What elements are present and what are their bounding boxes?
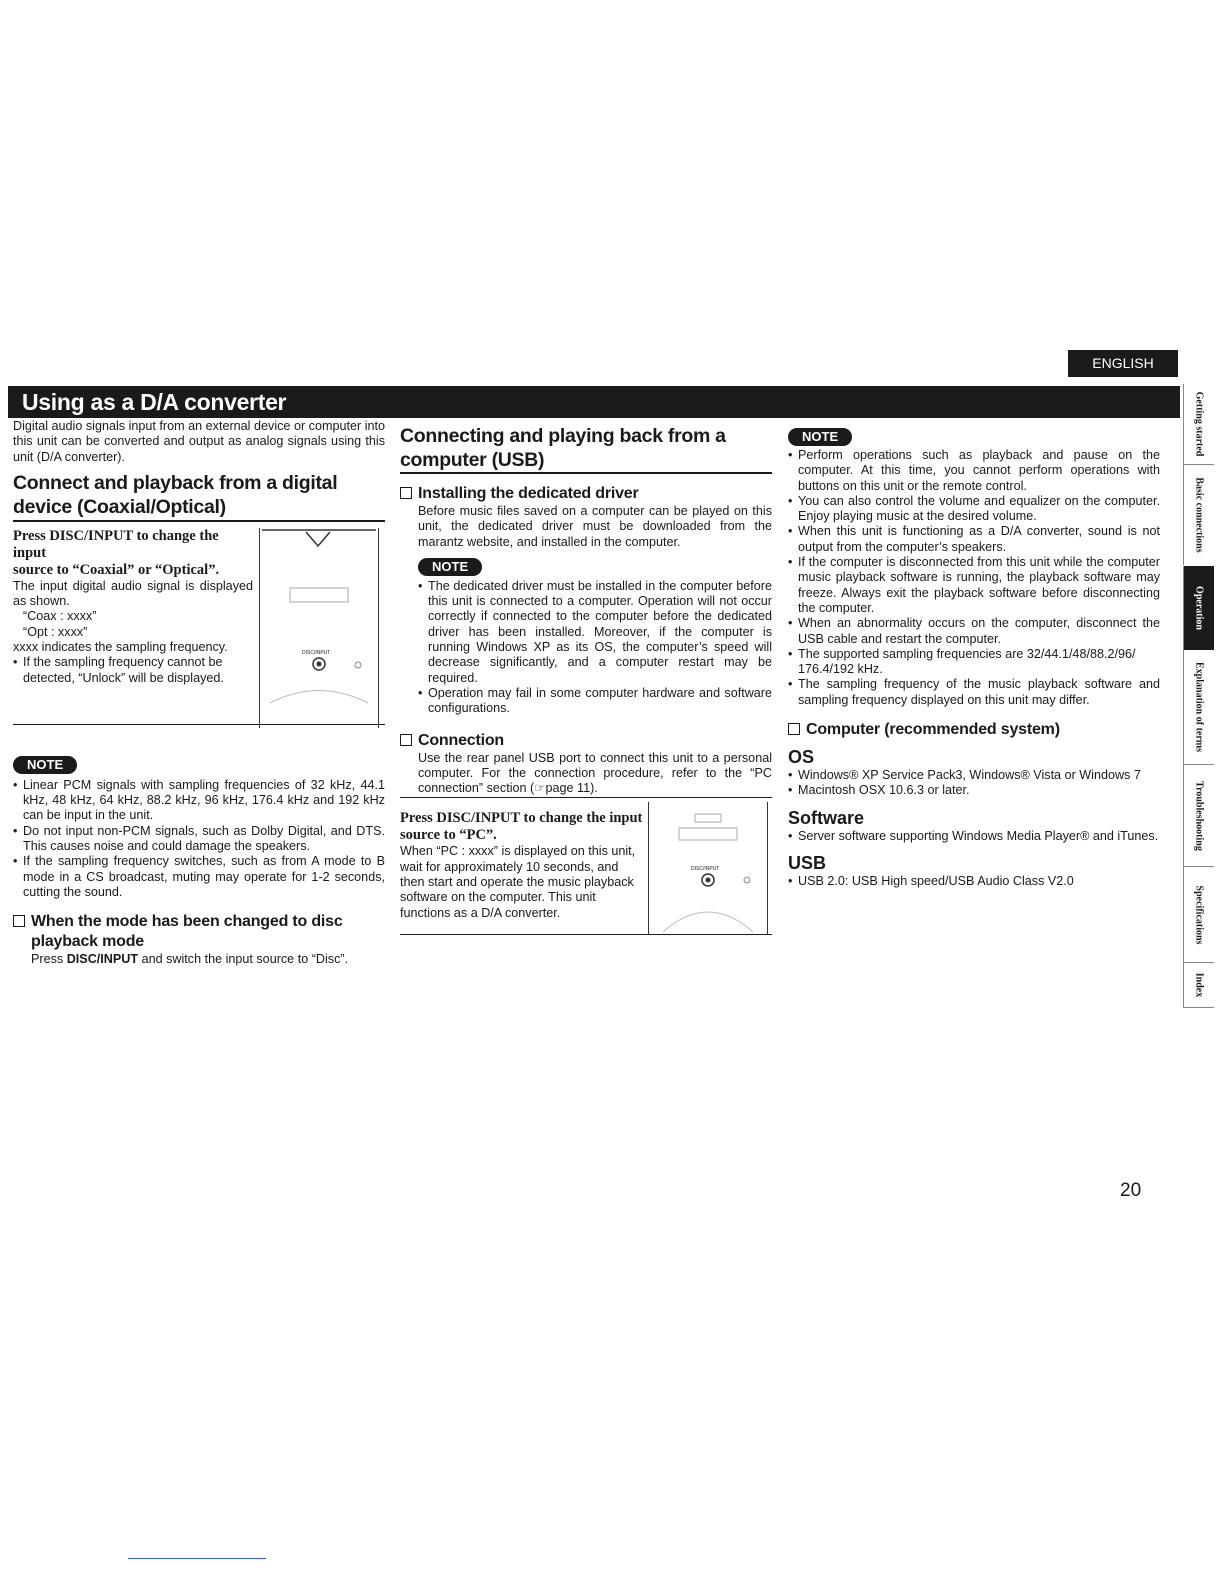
- disc-mode-heading-line2: playback mode: [31, 933, 145, 951]
- coax-display: “Coax : xxxx”: [23, 609, 97, 624]
- note-item: • When an abnormality occurs on the computer, disconnect the USB cable and restart the computer.: [788, 616, 1160, 647]
- step-instruction-line1: Press DISC/INPUT to change the input: [13, 527, 219, 561]
- column-2: [400, 424, 772, 950]
- software-item: • Server software supporting Windows Media Player® and iTunes.: [788, 829, 1160, 844]
- side-tab-troubleshooting[interactable]: Troubleshooting: [1183, 764, 1214, 867]
- os-heading: OS: [788, 747, 815, 768]
- note-badge: NOTE: [418, 558, 482, 576]
- unlock-bullet: • If the sampling frequency cannot be detected, “Unlock” will be displayed.: [13, 655, 253, 686]
- software-heading: Software: [788, 807, 865, 828]
- note-badge: NOTE: [13, 756, 77, 774]
- remote-drawing: [260, 528, 378, 728]
- divider: [13, 724, 385, 725]
- note-item: • If the sampling frequency switches, such as from A mode to B mode in a CS broadcast, muting may operate for 1-2 seconds, cutting the sound.: [13, 854, 385, 900]
- checkbox-bullet-icon: [13, 915, 25, 927]
- pc-step-area: [400, 810, 772, 950]
- side-tab-explanation-of-terms[interactable]: Explanation of terms: [1183, 650, 1214, 764]
- side-tab-specifications[interactable]: Specifications: [1183, 866, 1214, 963]
- page-number: 20: [1120, 1180, 1142, 1201]
- remote-illustration: [648, 802, 768, 934]
- disc-mode-body: Press DISC/INPUT and switch the input source to “Disc”.: [31, 952, 349, 967]
- page-title-bar: [8, 386, 1180, 418]
- side-tab-getting-started[interactable]: Getting started: [1183, 384, 1214, 464]
- computer-heading: Computer (recommended system): [788, 720, 1160, 740]
- driver-body: Before music files saved on a computer can be played on this unit, the dedicated driver must be downloaded from the marantz website, and installed in the computer.: [418, 504, 772, 549]
- intro-text: Digital audio signals input from an external device or computer into this unit can be converted and output as analog signals using this unit (D/A converter).: [13, 419, 385, 464]
- note-item: • The dedicated driver must be installed in the computer before this unit is connected to a computer. Operation will not occur correctly if connected to the computer before the dedicated driver has been installed. Moreover, if the computer is running Windows XP as its OS, the computer’s speed will decrease significantly, and a computer restart may be required.: [418, 579, 772, 686]
- digital-step-area: [13, 528, 385, 750]
- divider: [400, 934, 772, 935]
- language-tab: ENGLISH: [1068, 350, 1178, 377]
- os-item: • Macintosh OSX 10.6.3 or later.: [788, 783, 1160, 798]
- side-tab-operation[interactable]: Operation: [1183, 566, 1214, 650]
- side-tab-index[interactable]: Index: [1183, 962, 1214, 1008]
- column-3: [788, 428, 1160, 889]
- note-item: • The sampling frequency of the music playback software and sampling frequency displayed on this unit may differ.: [788, 677, 1160, 708]
- note-item: • Operation may fail in some computer hardware and software configurations.: [418, 686, 772, 717]
- os-item: • Windows® XP Service Pack3, Windows® Vista or Windows 7: [788, 768, 1160, 783]
- sampling-note: xxxx indicates the sampling frequency.: [13, 640, 228, 655]
- page-title: Using as a D/A converter: [22, 389, 287, 415]
- step-body: The input digital audio signal is displayed as shown.: [13, 578, 253, 609]
- connection-body: Use the rear panel USB port to connect this unit to a personal computer. For the connection procedure, refer to the “PC connection” section (☞page 11).: [418, 750, 772, 796]
- remote-disc-input-label: DISC/INPUT: [302, 649, 331, 656]
- side-tab-basic-connections[interactable]: Basic connections: [1183, 464, 1214, 565]
- column-1: [13, 419, 385, 968]
- section-heading-usb-line1: Connecting and playing back from a: [400, 425, 726, 447]
- usb-item: • USB 2.0: USB High speed/USB Audio Class V2.0: [788, 874, 1160, 889]
- note-item: • Perform operations such as playback and pause on the computer. At this time, you cannot perform operations with buttons on this unit or the remote control.: [788, 448, 1160, 494]
- pc-step-body: When “PC : xxxx” is displayed on this unit, wait for approximately 10 seconds, and then start and operate the music playback software on the computer. This unit functions as a D/A converter.: [400, 844, 636, 920]
- remote-illustration: [259, 528, 379, 728]
- divider: [400, 797, 772, 798]
- note-item: • The supported sampling frequencies are 32/44.1/48/88.2/96/ 176.4/192 kHz.: [788, 647, 1160, 678]
- disc-mode-heading: When the mode has been changed to disc: [13, 912, 385, 932]
- step-instruction-line2: source to “Coaxial” or “Optical”.: [13, 561, 220, 578]
- driver-heading: Installing the dedicated driver: [400, 484, 772, 504]
- pc-step-line2: source to “PC”.: [400, 827, 497, 844]
- note-item: • Linear PCM signals with sampling frequencies of 32 kHz, 44.1 kHz, 48 kHz, 64 kHz, 88.2 kHz, 96 kHz, 176.4 kHz and 192 kHz can be input in the unit.: [13, 778, 385, 824]
- pc-step-line1: Press DISC/INPUT to change the input: [400, 810, 643, 827]
- note-item: • You can also control the volume and equalizer on the computer. Enjoy playing music at the desired volume.: [788, 494, 1160, 525]
- checkbox-bullet-icon: [788, 723, 800, 735]
- usb-heading: USB: [788, 852, 827, 873]
- note-item: • When this unit is functioning as a D/A converter, sound is not output from the computer’s speakers.: [788, 524, 1160, 555]
- checkbox-bullet-icon: [400, 487, 412, 499]
- note-item: • If the computer is disconnected from this unit while the computer music playback software is running, the playback software may freeze. Always exit the playback software before disconnecting the computer.: [788, 555, 1160, 616]
- remote-disc-input-label: DISC/INPUT: [691, 866, 720, 873]
- connection-heading: Connection: [400, 731, 772, 751]
- note-badge: NOTE: [788, 428, 852, 446]
- footer-rule: [128, 1558, 266, 1559]
- section-heading-digital: Connect and playback from a digital device (Coaxial/Optical): [13, 471, 385, 522]
- checkbox-bullet-icon: [400, 734, 412, 746]
- section-heading-usb-line2: computer (USB): [400, 448, 772, 474]
- note-item: • Do not input non-PCM signals, such as Dolby Digital, and DTS. This causes noise and could damage the speakers.: [13, 824, 385, 855]
- opt-display: “Opt : xxxx”: [23, 624, 88, 639]
